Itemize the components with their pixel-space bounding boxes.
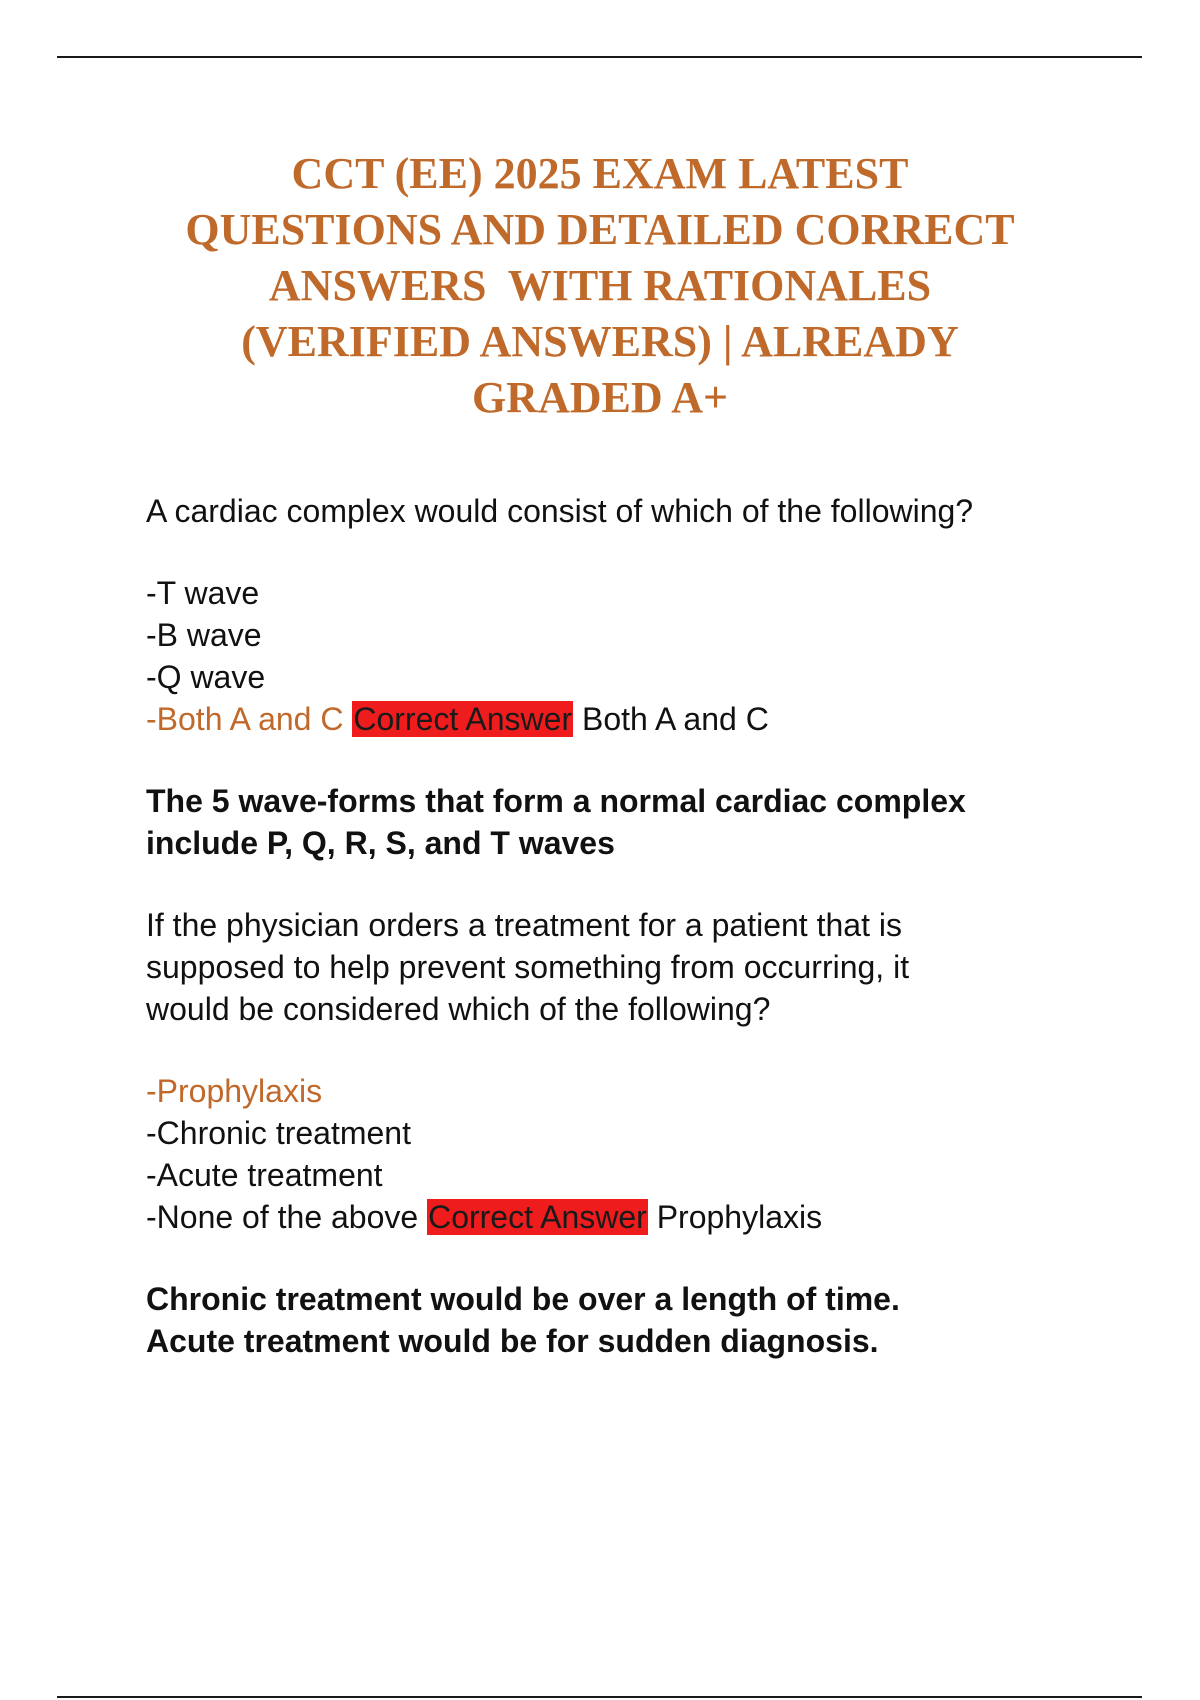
question-1-correct-option: -Both A and C — [146, 701, 344, 737]
question-2-option: -Acute treatment — [146, 1157, 383, 1193]
prompt-line: If the physician orders a treatment for a patient that is — [146, 907, 902, 943]
question-1-rationale — [146, 780, 1106, 864]
title-line: ANSWERS WITH RATIONALES — [268, 261, 932, 310]
rationale-line: include P, Q, R, S, and T waves — [146, 825, 615, 861]
prompt-line: would be considered which of the following? — [146, 991, 771, 1027]
header-rule — [57, 56, 1142, 58]
rationale-line: The 5 wave-forms that form a normal cardiac complex — [146, 783, 966, 819]
question-1-answer: Both A and C — [581, 701, 769, 737]
question-2-option: -None of the above — [146, 1199, 419, 1235]
prompt-line: supposed to help prevent something from occurring, it — [146, 949, 910, 985]
rationale-line: Chronic treatment would be over a length of time. — [146, 1281, 900, 1317]
correct-answer-badge: Correct Answer — [353, 701, 573, 737]
document-body — [146, 490, 1106, 1362]
title-line: (VERIFIED ANSWERS) | ALREADY — [241, 317, 959, 366]
question-2-answer: Prophylaxis — [656, 1199, 823, 1235]
question-2-rationale — [146, 1278, 1106, 1362]
title-line: CCT (EE) 2025 EXAM LATEST — [291, 149, 909, 198]
question-1-option: -B wave — [146, 617, 262, 653]
document-title — [100, 146, 1100, 426]
rationale-line: Acute treatment would be for sudden diagnosis. — [146, 1323, 879, 1359]
question-1-options — [146, 572, 1106, 740]
question-2-answer-line — [146, 1196, 1106, 1238]
question-1-prompt: A cardiac complex would consist of which of the following? — [146, 493, 974, 529]
question-2-prompt — [146, 904, 1106, 1030]
title-line: GRADED A+ — [471, 373, 729, 422]
question-1-answer-line — [146, 698, 1106, 740]
correct-answer-badge: Correct Answer — [428, 1199, 647, 1235]
question-1-option: -T wave — [146, 575, 260, 611]
question-2-correct-option: -Prophylaxis — [146, 1073, 323, 1109]
question-1-option: -Q wave — [146, 659, 266, 695]
footer-rule — [57, 1696, 1142, 1698]
question-2-option: -Chronic treatment — [146, 1115, 411, 1151]
question-2-options — [146, 1070, 1106, 1238]
title-line: QUESTIONS AND DETAILED CORRECT — [185, 205, 1015, 254]
